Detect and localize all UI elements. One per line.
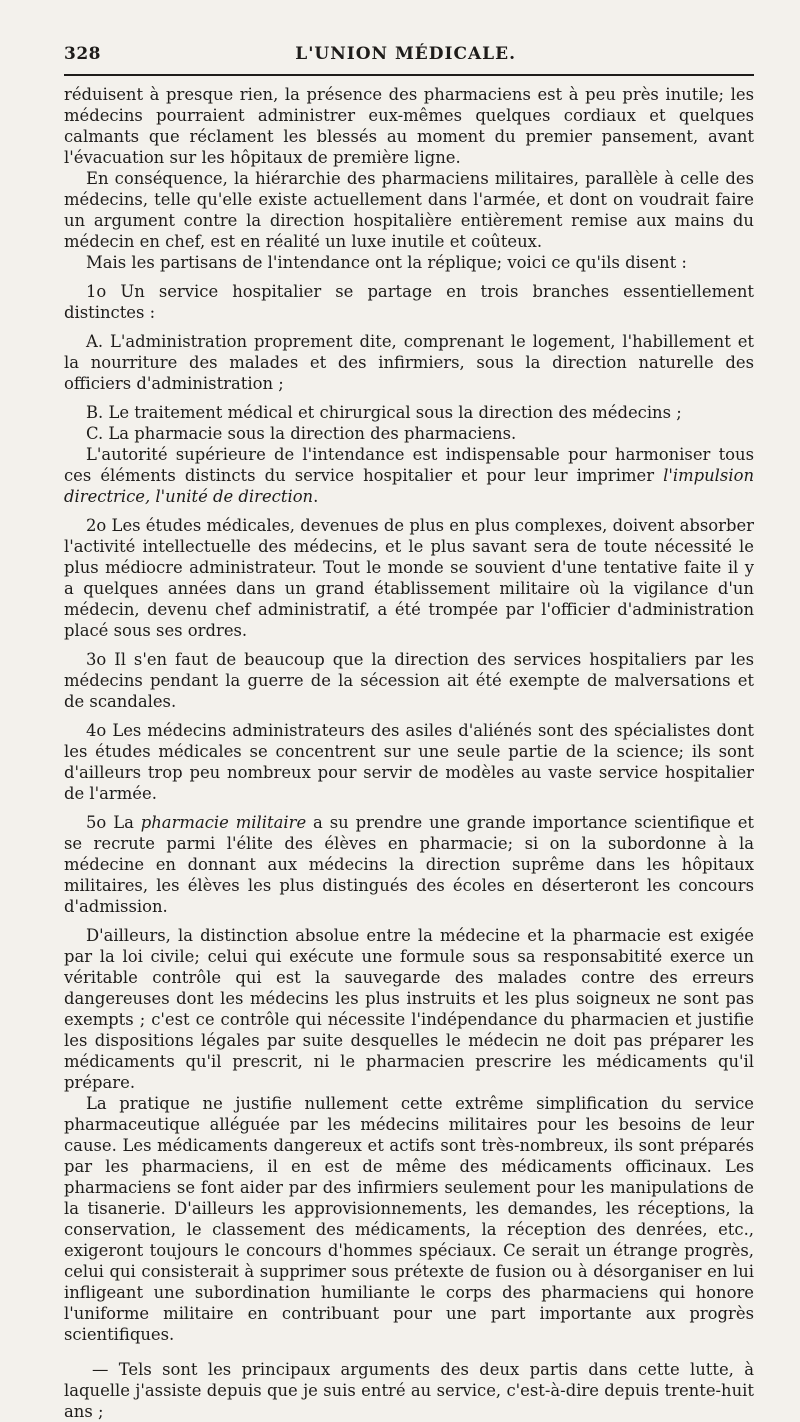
- paragraph: La pratique ne justifie nullement cette extrême simplification du service pharmaceutique alléguée par les médecins militaires pour les besoins de leur cause. Les médicaments dangereux et actifs sont très-nombreux, ils sont préparés par les pharmaciens, il en est de même des médicaments officinaux. Les pharmaciens se font aider par des infirmiers seulement pour les manipulations de la tisanerie. D'ailleurs les approvisionnements, les demandes, les réceptions, la conservation, le classement des médicaments, la réception des denrées, etc., exigeront toujours le concours d'hommes spéciaux. Ce serait un étrange progrès, celui qui consisterait à supprimer sous prétexte de fusion ou à désorganiser en lui infligeant une subordination humiliante le corps des pharmaciens qui honore l'uniforme militaire en contribuant pour une part importante aux progrès scientifiques.: [64, 1094, 754, 1344]
- paragraph: 1o Un service hospitalier se partage en trois branches essentiellement distinctes :: [64, 282, 754, 322]
- paragraph: 3o Il s'en faut de beaucoup que la direction des services hospitaliers par les médecins pendant la guerre de la sécession ait été exempte de malversations et de scandales.: [64, 650, 754, 711]
- paragraph: 4o Les médecins administrateurs des asiles d'aliénés sont des spécialistes dont les études médicales se concentrent sur une seule partie de la science; ils sont d'ailleurs trop peu nombreux pour servir de modèles au vaste service hospitalier de l'armée.: [64, 721, 754, 803]
- paragraph: 2o Les études médicales, devenues de plus en plus complexes, doivent absorber l'activité intellectuelle des médecins, et le plus savant sera de toute nécessité le plus médiocre administrateur. Tout le monde se souvient d'une tentative faite il y a quelques années dans un grand établissement militaire où la vigilance d'un médecin, devenu chef administratif, a été trompée par l'officier d'administration placé sous ses ordres.: [64, 516, 754, 640]
- paragraph: C. La pharmacie sous la direction des pharmaciens.: [86, 424, 517, 443]
- paragraph: Mais les partisans de l'intendance ont la réplique; voici ce qu'ils disent :: [86, 253, 687, 272]
- emphasis: pharmacie militaire: [140, 813, 307, 832]
- paragraph: A. L'administration proprement dite, comprenant le logement, l'habillement et la nourriture des malades et des infirmiers, sous la direction naturelle des officiers d'administration ;: [64, 332, 754, 393]
- paragraph: 5o La pharmacie militaire a su prendre une grande importance scientifique et se recrute parmi l'élite des élèves en pharmacie; si on la subordonne à la médecine en donnant aux médecins la direction suprême dans les hôpitaux militaires, les élèves les plus distingués des écoles en déserteront les concours d'admission.: [64, 813, 754, 916]
- paragraph: réduisent à presque rien, la présence des pharmaciens est à peu près inutile; les médecins pourraient administrer eux-mêmes quelques cordiaux et quelques calmants que réclament les blessés au moment du premier pansement, avant l'évacuation sur les hôpitaux de première ligne.: [64, 85, 754, 167]
- journal-title: L'UNION MÉDICALE.: [295, 44, 516, 64]
- paragraph: B. Le traitement médical et chirurgical sous la direction des médecins ;: [86, 403, 682, 422]
- emphasis: l'impulsion directrice, l'unité de direction: [64, 466, 754, 506]
- running-head: [64, 44, 754, 64]
- article-body: [64, 84, 754, 1422]
- paragraph: En conséquence, la hiérarchie des pharmaciens militaires, parallèle à celle des médecins, telle qu'elle existe actuellement dans l'armée, et dont on voudrait faire un argument contre la direction hospitalière entièrement remise aux mains du médecin en chef, est en réalité un luxe inutile et coûteux.: [64, 169, 754, 251]
- paragraph: L'autorité supérieure de l'intendance est indispensable pour harmoniser tous ces éléments distincts du service hospitalier et pour leur imprimer l'impulsion directrice, l'unité de direction.: [64, 445, 754, 506]
- page-number: 328: [64, 44, 101, 64]
- paragraph: — Tels sont les principaux arguments des deux partis dans cette lutte, à laquelle j'assiste depuis que je suis entré au service, c'est-à-dire depuis trente-huit ans ;: [64, 1360, 754, 1421]
- paragraph: D'ailleurs, la distinction absolue entre la médecine et la pharmacie est exigée par la loi civile; celui qui exécute une formule sous sa responsabitité exerce un véritable contrôle qui est la sauvegarde des malades contre des erreurs dangereuses dont les médecins les plus instruits et les plus soigneux ne sont pas exempts ; c'est ce contrôle qui nécessite l'indépendance du pharmacien et justifie les dispositions légales par suite desquelles le médecin ne doit pas préparer les médicaments qu'il prescrit, ni le pharmacien prescrire les médicaments qu'il prépare.: [64, 926, 754, 1092]
- header-rule: [64, 74, 754, 76]
